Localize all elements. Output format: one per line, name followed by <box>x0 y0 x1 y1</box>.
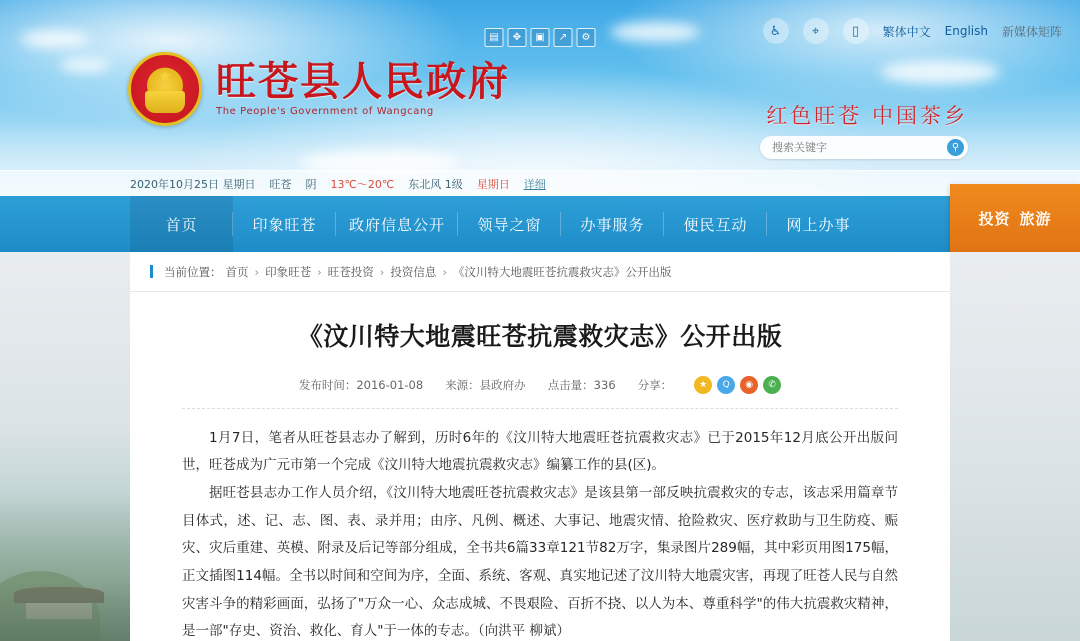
breadcrumb-separator: › <box>317 264 322 279</box>
nav-item-tourism[interactable]: 旅游 <box>1019 209 1052 228</box>
current-date: 2020年10月25日 星期日 <box>130 177 256 191</box>
article-paragraph: 1月7日，笔者从旺苍县志办了解到，历时6年的《汶川特大地震旺苍抗震救灾志》已于2015年12月底公开出版问世，旺苍成为广元市第一个完成《汶川特大地震抗震救灾志》编纂工作的县(区)。 <box>182 429 898 474</box>
nav-item-home[interactable]: 首页 <box>130 196 233 252</box>
weather-city: 旺苍 <box>269 177 292 191</box>
window-icon[interactable]: ▣ <box>531 28 550 47</box>
search-input[interactable] <box>772 141 947 154</box>
left-background <box>0 252 130 641</box>
location-pin-icon[interactable]: ⌖ <box>803 18 829 44</box>
weibo-icon[interactable]: ◉ <box>740 376 758 394</box>
nav-item-investment[interactable]: 投资 <box>978 209 1011 228</box>
breadcrumb-prefix: 当前位置： <box>164 264 222 279</box>
article-meta <box>182 376 898 409</box>
nav-special-block[interactable] <box>950 184 1080 252</box>
media-matrix-link[interactable]: 新媒体矩阵 <box>1001 24 1062 39</box>
nav-item-services[interactable]: 办事服务 <box>561 196 664 252</box>
share-icons[interactable] <box>694 376 781 394</box>
article-body <box>182 409 898 641</box>
breadcrumb-marker <box>150 265 153 278</box>
nav-item-impression[interactable]: 印象旺苍 <box>233 196 336 252</box>
main-navigation <box>0 196 1080 252</box>
weather-weekday: 星期日 <box>476 177 510 191</box>
breadcrumb-item-0[interactable]: 首页 <box>225 264 249 279</box>
nav-item-online-services[interactable]: 网上办事 <box>786 215 851 234</box>
search-box[interactable] <box>760 136 968 159</box>
breadcrumb-item-2[interactable]: 旺苍投资 <box>327 264 374 279</box>
mobile-phone-icon[interactable]: ▯ <box>843 18 869 44</box>
site-brand <box>128 52 510 126</box>
content-panel <box>130 252 950 641</box>
landscape-decoration <box>0 521 130 641</box>
search-icon[interactable]: ⚲ <box>947 139 964 156</box>
article <box>130 292 950 641</box>
breadcrumb <box>130 252 950 292</box>
article-paragraph: 据旺苍县志办工作人员介绍，《汶川特大地震旺苍抗震救灾志》是该县第一部反映抗震救灾的专志，该志采用篇章节目体式，述、记、志、图、表、录并用；由序、凡例、概述、大事记、地震灾情、抢险救灾、医疗救助与卫生防疫、赈灾、灾后重建、英模、附录及后记等部分组成，全书共6篇33章121节82万字，集录图片289幅，其中彩页用图175幅，正文插图114幅。全书以时间和空间为序，全面、系统、客观、真实地记述了汶川特大地震灾害，再现了旺苍人民与自然灾害斗争的精彩画面，弘扬了"万众一心、众志成城、不畏艰险、百折不挠、以人为本、尊重科学"的伟大抗震救灾精神，是一部"存史、资治、救化、育人"于一体的专志。（向洪平 柳斌） <box>182 484 898 640</box>
page-body <box>0 252 1080 641</box>
nav-item-interaction[interactable]: 便民互动 <box>664 196 767 252</box>
breadcrumb-separator: › <box>379 264 385 279</box>
site-banner <box>0 0 1080 196</box>
nav-item-gov-info[interactable]: 政府信息公开 <box>336 196 458 252</box>
sina-weibo-icon[interactable]: ★ <box>694 376 712 394</box>
doc-icon[interactable]: ▤ <box>485 28 504 47</box>
share-icon[interactable]: ↗ <box>554 28 573 47</box>
share-label: 分享： <box>637 377 673 392</box>
weather-detail-link[interactable]: 详细 <box>523 177 546 191</box>
info-bar <box>0 170 1080 196</box>
site-title-cn: 旺苍县人民政府 <box>216 58 510 105</box>
weather-condition: 阴 <box>305 177 317 191</box>
banner-toolbar[interactable] <box>485 28 596 47</box>
weather-temperature: 13℃～20℃ <box>330 177 395 191</box>
gear-icon[interactable]: ⚙ <box>577 28 596 47</box>
breadcrumb-separator: › <box>442 264 447 279</box>
article-source: 来源：县政府办 <box>445 377 526 392</box>
breadcrumb-item-current: 《汶川特大地震旺苍抗震救灾志》公开出版 <box>452 264 672 279</box>
english-link[interactable]: English <box>944 24 988 38</box>
breadcrumb-separator: › <box>254 264 260 279</box>
page-title: 《汶川特大地震旺苍抗震救灾志》公开出版 <box>297 322 783 351</box>
right-background <box>950 252 1080 641</box>
view-count: 点击量：336 <box>547 377 616 392</box>
breadcrumb-item-3[interactable]: 投资信息 <box>390 264 437 279</box>
weather-wind: 东北风 1级 <box>408 177 463 191</box>
nav-item-leaders[interactable]: 领导之窗 <box>458 196 561 252</box>
site-title-en: The People's Government of Wangcang <box>216 106 434 117</box>
site-slogan: 红色旺苍 中国茶乡 <box>766 104 968 128</box>
publish-time: 发布时间：2016-01-08 <box>298 377 424 392</box>
national-emblem-icon <box>128 52 202 126</box>
traditional-chinese-link[interactable]: 繁体中文 <box>882 24 931 39</box>
accessibility-icon[interactable]: ♿ <box>763 18 789 44</box>
wechat-icon[interactable]: ✆ <box>763 376 781 394</box>
breadcrumb-item-1[interactable]: 印象旺苍 <box>265 264 312 279</box>
qq-icon[interactable]: Q <box>717 376 735 394</box>
top-utility-bar <box>763 18 1062 44</box>
resize-icon[interactable]: ✥ <box>508 28 527 47</box>
